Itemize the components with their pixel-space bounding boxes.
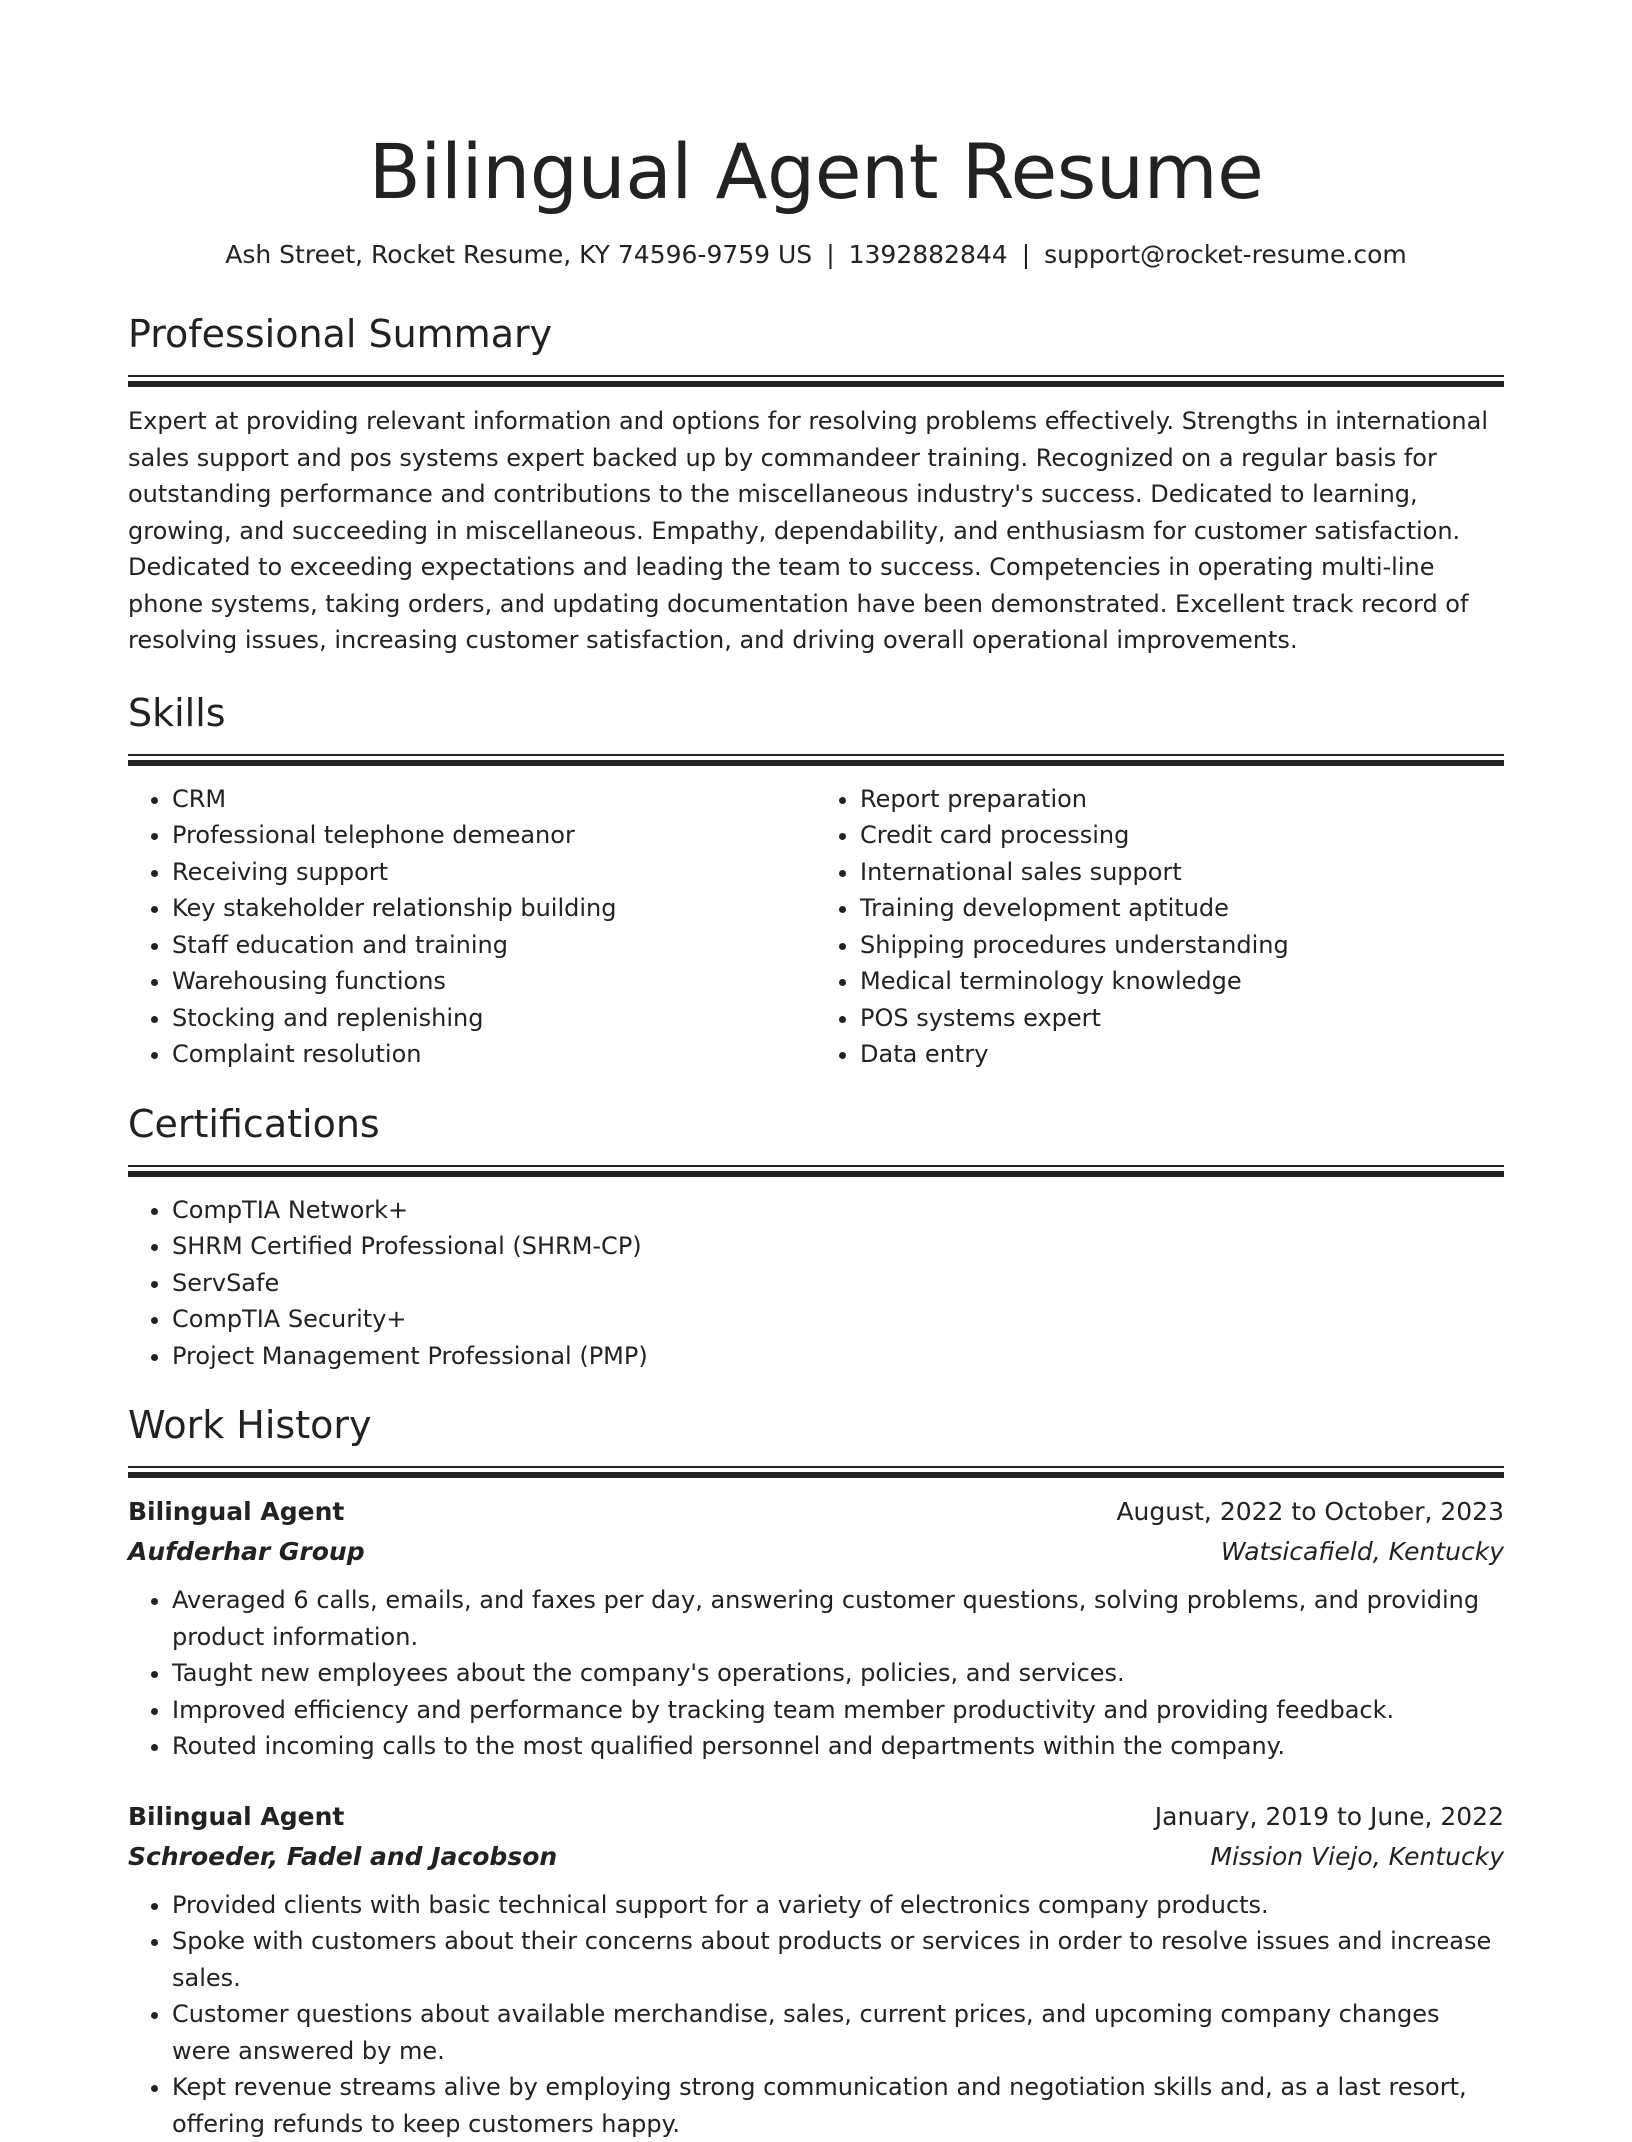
job-dates: August, 2022 to October, 2023 [1116, 1492, 1504, 1532]
section-divider [128, 1165, 1504, 1177]
certification-item: • CompTIA Security+ [172, 1301, 1504, 1338]
skill-item: • POS systems expert [860, 1000, 1504, 1037]
skills-list-left [128, 781, 816, 1073]
job-bullet: • Kept revenue streams alive by employing strong communication and negotiation skills and, as a last resort, offering refunds to keep customers happy. [172, 2069, 1504, 2142]
job-bullet: • Averaged 6 calls, emails, and faxes per day, answering customer questions, solving problems, and providing product information. [172, 1582, 1504, 1655]
skill-item: • CRM [172, 781, 816, 818]
job-company: Aufderhar Group [128, 1532, 365, 1572]
certifications-section [128, 1100, 1504, 1375]
certification-item: • SHRM Certified Professional (SHRM-CP) [172, 1228, 1504, 1265]
skill-item: • Complaint resolution [172, 1036, 816, 1073]
skill-item: • Key stakeholder relationship building [172, 890, 816, 927]
job-title: Bilingual Agent [128, 1492, 344, 1532]
skill-item: • Warehousing functions [172, 963, 816, 1000]
summary-text: Expert at providing relevant information and options for resolving problems effectively. Strengths in international sales support and pos systems expert backed up by commandeer training. Recognized on a regular basis for outstanding performance and contributions to the miscellaneous industry's success. Dedicated to learning, growing, and succeeding in miscellaneous. Empathy, dependability, and enthusiasm for customer satisfaction. Dedicated to exceeding expectations and leading the team to success. Competencies in operating multi-line phone systems, taking orders, and updating documentation have been demonstrated. Excellent track record of resolving issues, increasing customer satisfaction, and driving overall operational improvements. [128, 403, 1504, 659]
section-heading: Professional Summary [128, 310, 1504, 358]
section-heading: Work History [128, 1401, 1504, 1449]
job-company: Schroeder, Fadel and Jacobson [128, 1837, 557, 1877]
skill-item: • Professional telephone demeanor [172, 817, 816, 854]
skill-item: • International sales support [860, 854, 1504, 891]
contact-separator: | [812, 238, 848, 272]
section-heading: Certifications [128, 1100, 1504, 1148]
contact-phone: 1392882844 [849, 240, 1008, 269]
contact-line [128, 238, 1504, 272]
skill-item: • Receiving support [172, 854, 816, 891]
skills-grid [128, 781, 1504, 1073]
contact-address: Ash Street, Rocket Resume, KY 74596-9759 US [225, 240, 812, 269]
job-title: Bilingual Agent [128, 1797, 344, 1837]
job-bullet: • Spoke with customers about their concerns about products or services in order to resolve issues and increase sales. [172, 1923, 1504, 1996]
work-history-section [128, 1401, 1504, 2142]
job-location: Mission Viejo, Kentucky [1210, 1837, 1504, 1877]
job-bullet: • Customer questions about available merchandise, sales, current prices, and upcoming company changes were answered by me. [172, 1996, 1504, 2069]
certifications-list [128, 1192, 1504, 1375]
section-divider [128, 754, 1504, 766]
skill-item: • Staff education and training [172, 927, 816, 964]
job-dates: January, 2019 to June, 2022 [1155, 1797, 1504, 1837]
job-bullets [128, 1887, 1504, 2142]
certification-item: • Project Management Professional (PMP) [172, 1338, 1504, 1375]
skills-section [128, 689, 1504, 1073]
skill-item: • Stocking and replenishing [172, 1000, 816, 1037]
skill-item: • Data entry [860, 1036, 1504, 1073]
contact-email: support@rocket-resume.com [1044, 240, 1407, 269]
page-title: Bilingual Agent Resume [128, 0, 1504, 220]
job-bullet: • Provided clients with basic technical support for a variety of electronics company products. [172, 1887, 1504, 1924]
skill-item: • Credit card processing [860, 817, 1504, 854]
certification-item: • CompTIA Network+ [172, 1192, 1504, 1229]
job-entry [128, 1492, 1504, 1765]
job-header [128, 1492, 1504, 1532]
section-heading: Skills [128, 689, 1504, 737]
job-location: Watsicafield, Kentucky [1221, 1532, 1504, 1572]
job-header [128, 1797, 1504, 1837]
job-bullet: • Routed incoming calls to the most qualified personnel and departments within the company. [172, 1728, 1504, 1765]
job-bullet: • Taught new employees about the company's operations, policies, and services. [172, 1655, 1504, 1692]
skill-item: • Report preparation [860, 781, 1504, 818]
professional-summary-section [128, 310, 1504, 659]
section-divider [128, 1466, 1504, 1478]
contact-separator: | [1008, 238, 1044, 272]
job-bullets [128, 1582, 1504, 1765]
skill-item: • Shipping procedures understanding [860, 927, 1504, 964]
job-subheader [128, 1532, 1504, 1572]
job-subheader [128, 1837, 1504, 1877]
job-entry [128, 1797, 1504, 2142]
certification-item: • ServSafe [172, 1265, 1504, 1302]
skill-item: • Medical terminology knowledge [860, 963, 1504, 1000]
section-divider [128, 375, 1504, 387]
skill-item: • Training development aptitude [860, 890, 1504, 927]
job-bullet: • Improved efficiency and performance by tracking team member productivity and providing feedback. [172, 1692, 1504, 1729]
skills-list-right [816, 781, 1504, 1073]
